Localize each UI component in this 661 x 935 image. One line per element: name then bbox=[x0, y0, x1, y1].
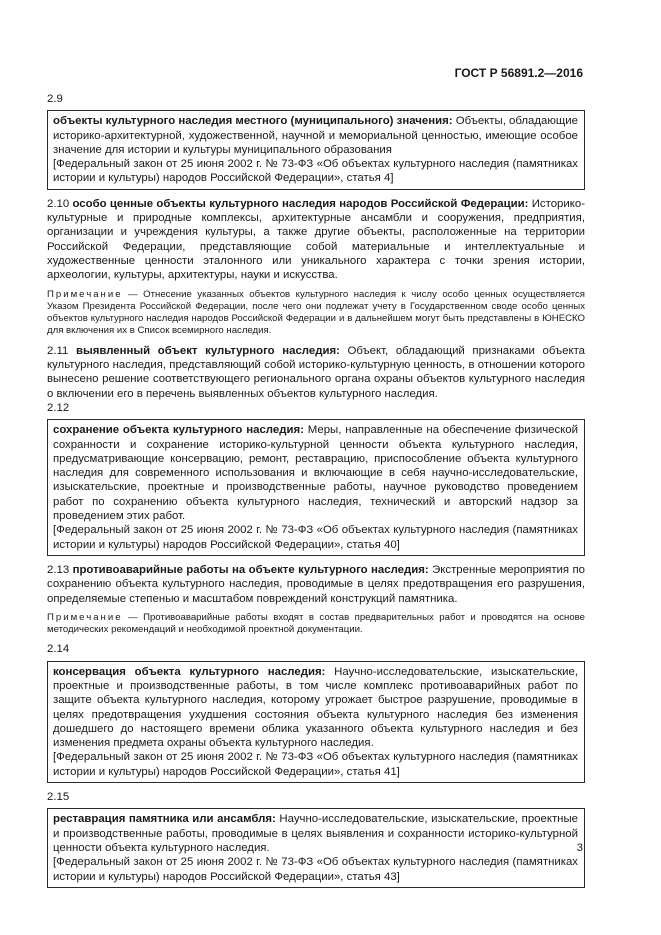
term-name: объекты культурного наследия местного (муниципального) значения: bbox=[53, 115, 453, 128]
term-definition: Научно-исследовательские, изыскательские, проектные и производственные работы, в том числе комплекс противоаварийных работ по защите объекта культурного наследия, которому угрожает быстрое разрушение, проводимые в целях предотвращения ухудшения состояния объекта культурного наследия без изменения дошедшего до настоящего времени облика указанного объекта культурного наследия и без изменения предмета охраны объекта культурного наследия. bbox=[53, 665, 579, 750]
note-label: Примечание bbox=[47, 288, 123, 300]
term-name: консервация объекта культурного наследия: bbox=[53, 665, 326, 678]
source-reference: [Федеральный закон от 25 июня 2002 г. № 73-ФЗ «Об объектах культурного наследия (памятниках истории и культуры) народов Российской Федерации», статья 41] bbox=[53, 751, 578, 778]
term-definition: Экстренные мероприятия по сохранению объекта культурного наследия, проводимые в целях предотвращения его разрушения, определяемые степенью и масштабом повреждений конструкций памятника. bbox=[47, 563, 585, 605]
term-entry-2-13 bbox=[47, 563, 585, 606]
source-reference: [Федеральный закон от 25 июня 2002 г. № 73-ФЗ «Об объектах культурного наследия (памятниках истории и культуры) народов Российской Федерации», статья 4] bbox=[53, 158, 578, 185]
note-2-10 bbox=[47, 289, 585, 338]
source-reference: [Федеральный закон от 25 июня 2002 г. № 73-ФЗ «Об объектах культурного наследия (памятниках истории и культуры) народов Российской Федерации», статья 40] bbox=[53, 524, 578, 551]
page-number: 3 bbox=[576, 842, 583, 854]
term-definition: Научно-исследовательские, изыскательские, проектные и производственные работы, проводимые в целях выявления и сохранности историко-культурной ценности объекта культурного наследия. bbox=[53, 813, 578, 854]
page-content bbox=[47, 92, 585, 895]
entry-number: 2.11 bbox=[47, 344, 69, 357]
entry-number: 2.12 bbox=[47, 401, 70, 414]
term-box-2-15 bbox=[47, 808, 585, 887]
term-entry-2-11 bbox=[47, 344, 585, 401]
standard-designation: ГОСТ Р 56891.2—2016 bbox=[454, 66, 583, 80]
definition bbox=[53, 812, 578, 855]
entry-number: 2.10 bbox=[47, 197, 70, 210]
term-definition: Объект, обладающий признаками объекта культурного наследия, представляющий собой историко-культурную ценность, в отношении которого вынесено решение соответствующего регионального органа охраны объектов культурного наследия о включении его в перечень выявленных объектов культурного наследия. bbox=[47, 344, 585, 400]
term-definition: Историко-культурные и природные комплексы, архитектурные ансамбли и сооружения, предприятия, организации и учреждения культуры, а также другие объекты, расположенные на территории Российской Федерации, представляющие собой материальные и интеллектуальные и художественные ценности эталонного или уникального характера с точки зрения истории, археологии, культуры, архитектуры, науки и искусства. bbox=[47, 197, 585, 282]
term-box-2-9 bbox=[47, 110, 585, 189]
note-2-13 bbox=[47, 612, 585, 637]
entry-number: 2.14 bbox=[47, 643, 70, 656]
term-name: противоаварийные работы на объекте культурного наследия: bbox=[72, 563, 429, 576]
term-name: особо ценные объекты культурного наследия народов Российской Федерации: bbox=[72, 197, 529, 210]
definition bbox=[53, 114, 578, 157]
source-reference: [Федеральный закон от 25 июня 2002 г. № 73-ФЗ «Об объектах культурного наследия (памятниках истории и культуры) народов Российской Федерации», статья 43] bbox=[53, 856, 578, 883]
term-name: реставрация памятника или ансамбля: bbox=[53, 813, 276, 826]
note-label: Примечание bbox=[47, 611, 123, 623]
term-entry-2-10 bbox=[47, 197, 585, 283]
entry-number: 2.13 bbox=[47, 563, 70, 576]
term-box-2-12 bbox=[47, 419, 585, 556]
term-name: сохранение объекта культурного наследия: bbox=[53, 424, 304, 437]
definition bbox=[53, 423, 578, 523]
note-text: — Отнесение указанных объектов культурного наследия к числу особо ценных осуществляется Указом Президента Российской Федерации, после чего они подлежат учету в Государственном своде особо ценных объектов культурного наследия народов Российской Федерации и в дальнейшем могут быть представлены в ЮНЕСКО для включения их в Список всемирного наследия. bbox=[47, 288, 585, 337]
definition bbox=[53, 665, 578, 751]
note-text: — Противоаварийные работы входят в состав предварительных работ и проводятся на основе методических рекомендаций и необходимой проектной документации. bbox=[47, 611, 585, 636]
term-definition: Объекты, обладающие историко-архитектурной, художественной, научной и мемориальной ценностью, имеющие особое значение для истории и культуры муниципального образования bbox=[53, 115, 578, 156]
term-name: выявленный объект культурного наследия: bbox=[75, 344, 340, 357]
entry-number: 2.9 bbox=[47, 93, 63, 105]
term-box-2-14 bbox=[47, 661, 585, 783]
entry-number: 2.15 bbox=[47, 791, 70, 804]
term-definition: Меры, направленные на обеспечение физической сохранности и сохранение историко-культурной ценности объекта культурного наследия, предусматривающие консервацию, ремонт, реставрацию, приспособление объекта культурного наследия для современного использования и включающие в себя научно-исследовательские, изыскательские, проектные и производственные работы, научное руководство проведением работ по сохранению объекта культурного наследия, технический и авторский надзор за проведением этих работ. bbox=[53, 424, 578, 523]
